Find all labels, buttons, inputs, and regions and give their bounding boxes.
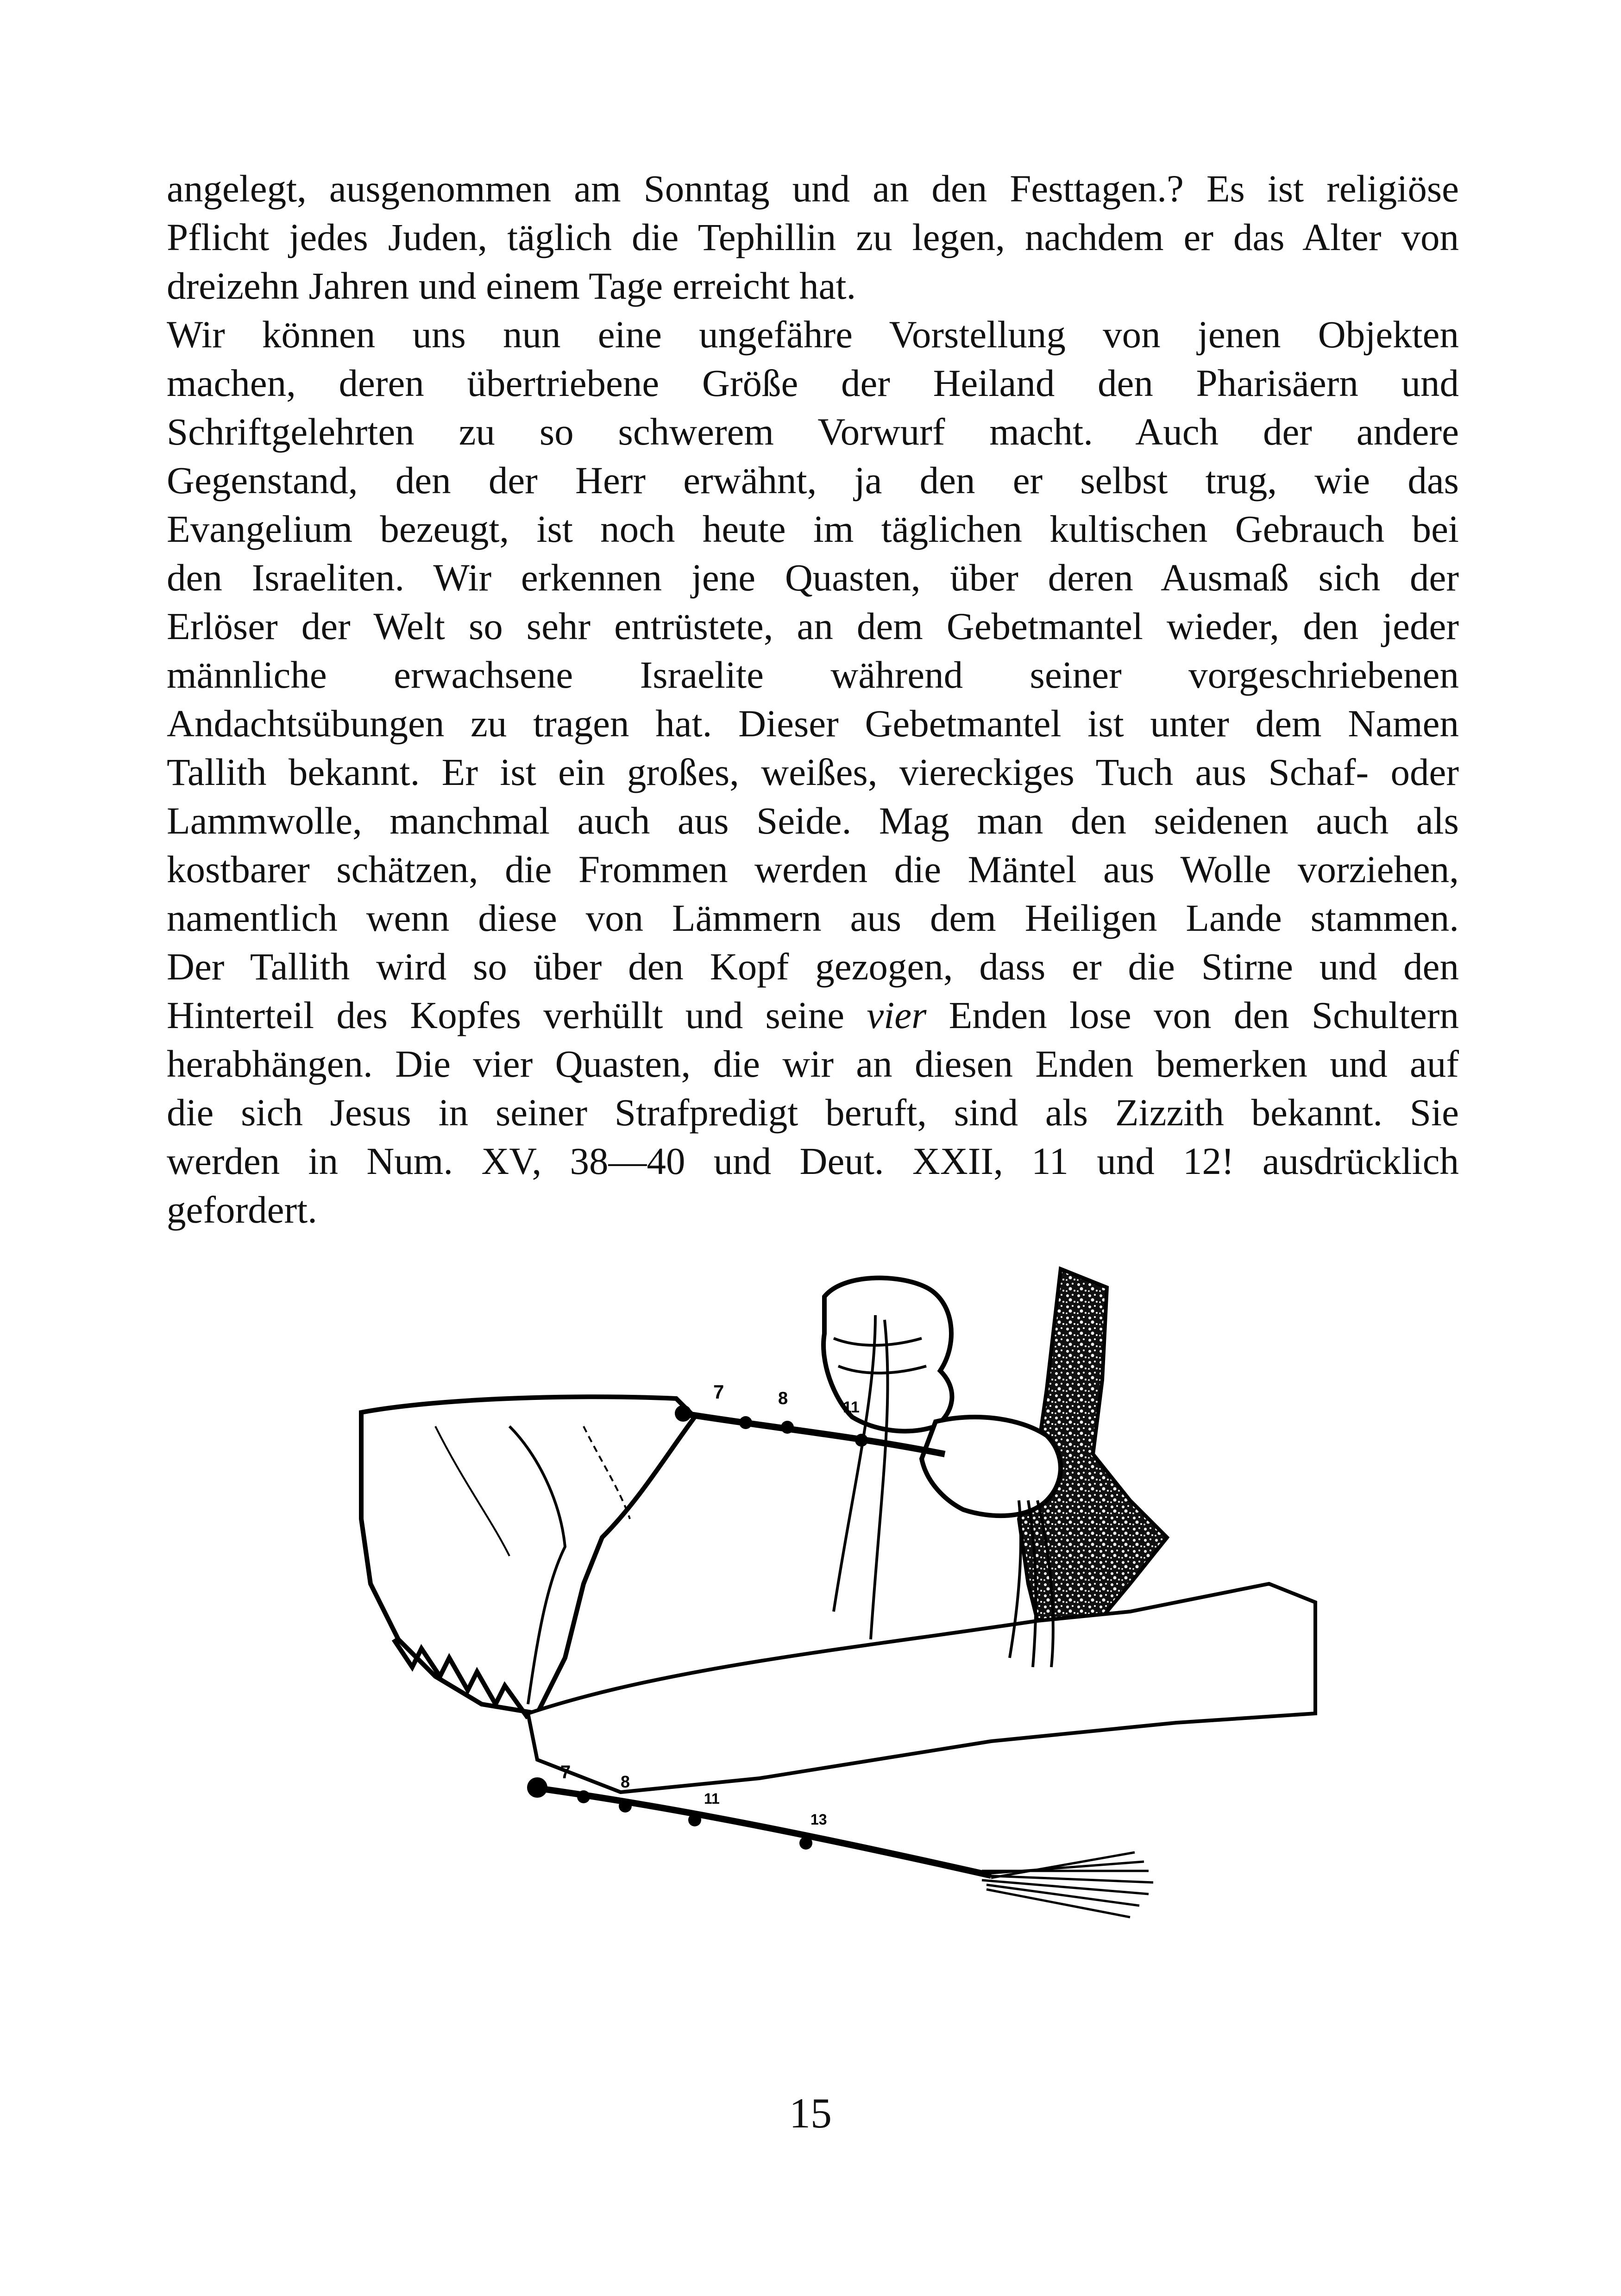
text-line: Der Tallith wird so über den Kopf gezogen, dass er die Stirne und den	[167, 945, 1459, 988]
upper-cord-number: 8	[778, 1389, 788, 1408]
upper-cord-number: 11	[843, 1399, 860, 1416]
text-line: Wir können uns nun eine ungefähre Vorstellung von jenen Objekten	[167, 313, 1459, 356]
text-line: männliche erwachsene Israelite während seiner vorgeschriebenen	[167, 653, 1459, 696]
text-line-with-italic	[167, 991, 1459, 1040]
text-line: werden in Num. XV, 38—40 und Deut. XXII, 11 und 12! ausdrücklich	[167, 1140, 1459, 1182]
italic-word: vier	[867, 994, 927, 1036]
text-line: Evangelium bezeugt, ist noch heute im täglichen kultischen Gebrauch bei	[167, 508, 1459, 550]
text-line: Gegenstand, den der Herr erwähnt, ja den er selbst trug, wie das	[167, 459, 1459, 502]
knot	[527, 1777, 547, 1798]
text-line: den Israeliten. Wir erkennen jene Quasten, über deren Ausmaß sich der	[167, 556, 1459, 599]
text-run: Hinterteil des Kopfes verhüllt und seine	[167, 994, 867, 1036]
text-line: machen, deren übertriebene Größe der Heiland den Pharisäern und	[167, 362, 1459, 404]
knot	[739, 1416, 752, 1429]
text-line: dreizehn Jahren und einem Tage erreicht hat.	[167, 264, 856, 307]
text-line: Lammwolle, manchmal auch aus Seide. Mag man den seidenen auch als	[167, 799, 1459, 842]
text-run: Enden lose von den Schultern	[926, 994, 1459, 1036]
text-line: die sich Jesus in seiner Strafpredigt beruft, sind als Zizzith bekannt. Sie	[167, 1091, 1459, 1134]
text-line: gefordert.	[167, 1188, 317, 1231]
lower-cloth	[528, 1584, 1315, 1792]
text-line: namentlich wenn diese von Lämmern aus dem Heiligen Lande stammen.	[167, 897, 1459, 939]
knot	[577, 1790, 590, 1803]
body-text	[167, 164, 1459, 1234]
knot	[675, 1405, 691, 1422]
lower-cord-number: 13	[810, 1811, 827, 1828]
text-line: herabhängen. Die vier Quasten, die wir an diesen Enden bemerken und auf	[167, 1042, 1459, 1085]
knot	[688, 1813, 701, 1826]
tallith-tassel-illustration	[343, 1260, 1325, 1982]
lower-cord-number: 7	[560, 1762, 571, 1782]
text-line: angelegt, ausgenommen am Sonntag und an den Festtagen.? Es ist religiöse	[167, 167, 1459, 210]
text-line: Tallith bekannt. Er ist ein großes, weißes, viereckiges Tuch aus Schaf- oder	[167, 751, 1459, 793]
knot	[619, 1800, 632, 1813]
text-line: Andachtsübungen zu tragen hat. Dieser Gebetmantel ist unter dem Namen	[167, 702, 1459, 745]
page-number: 15	[789, 2089, 832, 2137]
lower-cord-number: 11	[704, 1790, 720, 1807]
lower-cord-number: 8	[621, 1772, 630, 1791]
knot	[799, 1837, 812, 1850]
knot	[781, 1421, 794, 1434]
text-line: Schriftgelehrten zu so schwerem Vorwurf macht. Auch der andere	[167, 410, 1459, 453]
lower-cord	[533, 1788, 991, 1876]
text-line: Pflicht jedes Juden, täglich die Tephillin zu legen, nachdem er das Alter von	[167, 216, 1459, 258]
hand-shape	[922, 1417, 1061, 1516]
upper-cord-number: 7	[713, 1381, 724, 1403]
tassel-fringe	[982, 1852, 1153, 1917]
text-line: kostbarer schätzen, die Frommen werden die Mäntel aus Wolle vorziehen,	[167, 848, 1459, 891]
text-line: Erlöser der Welt so sehr entrüstete, an dem Gebetmantel wieder, den jeder	[167, 605, 1459, 647]
